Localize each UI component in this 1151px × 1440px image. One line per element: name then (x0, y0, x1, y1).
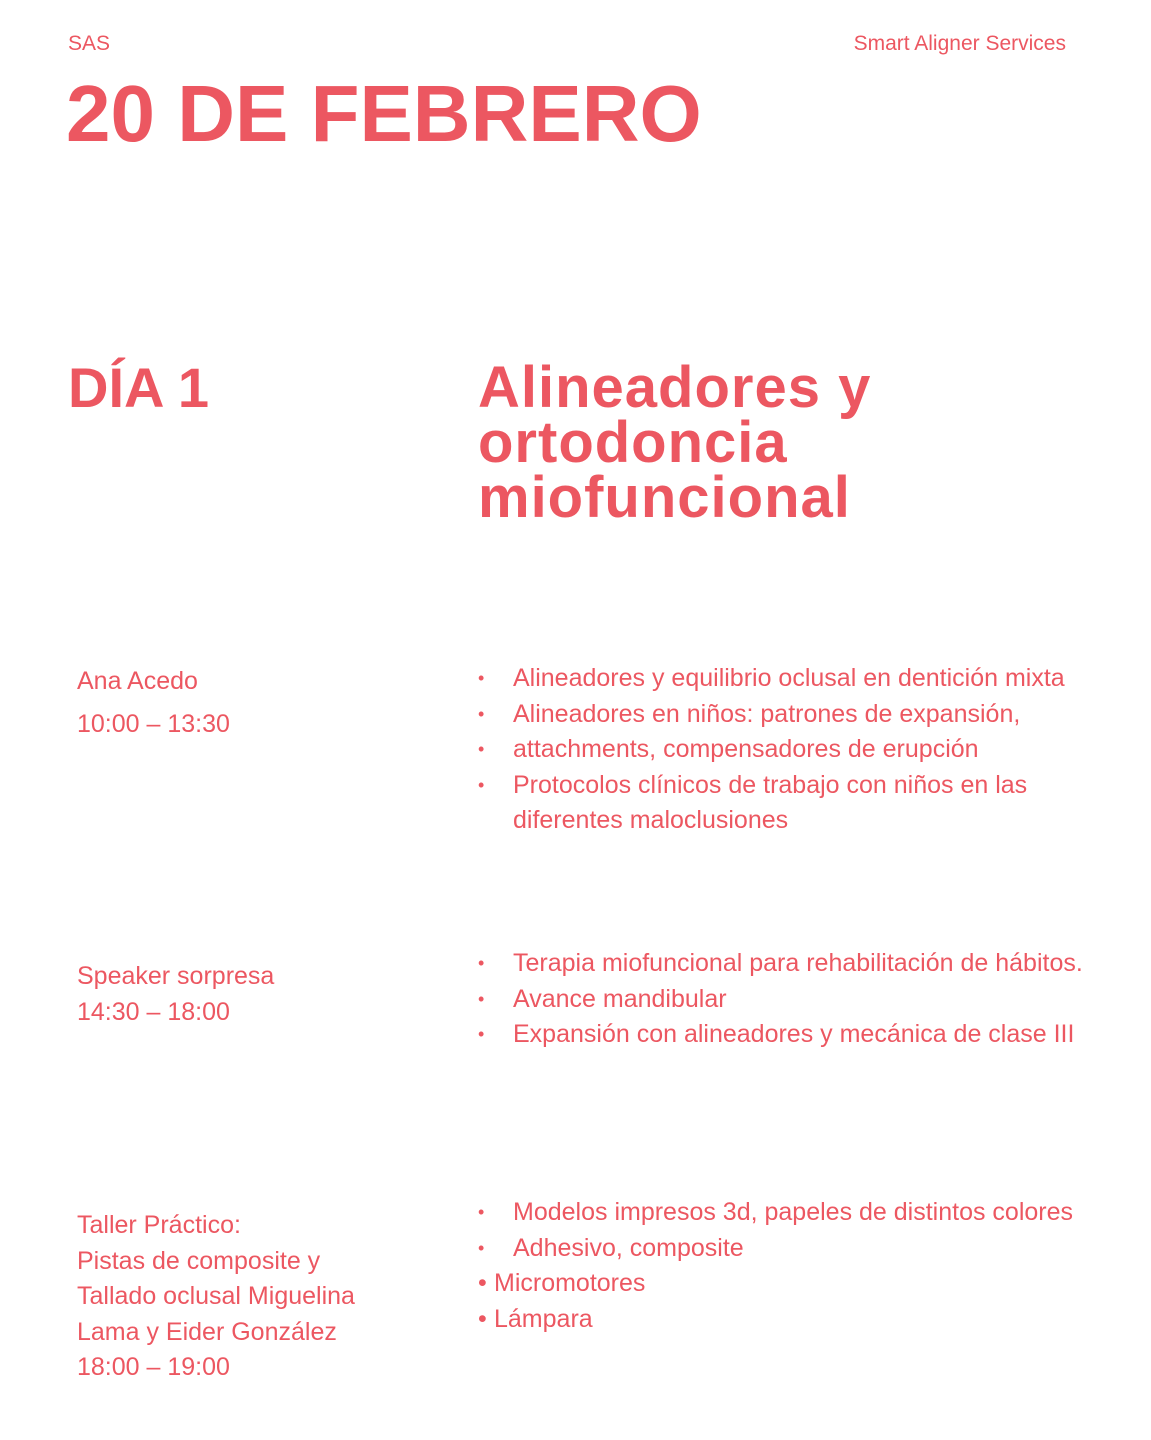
theme-title-line: miofuncional (478, 465, 851, 530)
session-time: 18:00 – 19:00 (77, 1353, 230, 1381)
speaker-name: Ana Acedo (77, 667, 198, 695)
topic-item: • Adhesivo, composite (478, 1231, 1088, 1267)
topic-item: • Terapia miofuncional para rehabilitación de hábitos. (478, 946, 1088, 982)
topic-item: • Lámpara (478, 1302, 1088, 1338)
session-topics (478, 661, 1088, 839)
theme-title-line: ortodoncia (478, 410, 788, 475)
session-info (77, 1208, 447, 1386)
topic-item: • attachments, compensadores de erupción (478, 732, 1088, 768)
topic-item: • Modelos impresos 3d, papeles de distintos colores (478, 1195, 1088, 1231)
date-title: 20 DE FEBRERO (66, 69, 702, 158)
theme-title-line: Alineadores y (478, 355, 872, 420)
topic-item: • Alineadores en niños: patrones de expansión, (478, 697, 1088, 733)
brand-abbreviation: SAS (68, 32, 111, 55)
workshop-description: Tallado oclusal Miguelina (77, 1282, 355, 1310)
brand-name: Smart Aligner Services (853, 32, 1066, 55)
topic-item: • Micromotores (478, 1266, 1088, 1302)
speaker-name: Speaker sorpresa (77, 962, 275, 990)
session-time: 14:30 – 18:00 (77, 997, 230, 1026)
session-info (77, 959, 447, 1030)
session-info (77, 664, 447, 742)
workshop-title: Taller Práctico: (77, 1211, 241, 1239)
workshop-description: Pistas de composite y (77, 1246, 321, 1275)
workshop-description: Lama y Eider González (77, 1317, 337, 1346)
session-topics (478, 946, 1088, 1053)
topic-item: • Expansión con alineadores y mecánica de clase III (478, 1017, 1088, 1053)
topic-item: • Protocolos clínicos de trabajo con niños en las diferentes maloclusiones (478, 768, 1088, 839)
session-time: 10:00 – 13:30 (77, 709, 230, 738)
session-topics (478, 1195, 1088, 1337)
topic-item: • Alineadores y equilibrio oclusal en dentición mixta (478, 661, 1088, 697)
topic-item: • Avance mandibular (478, 982, 1088, 1018)
day-label: DÍA 1 (68, 356, 210, 419)
theme-title (478, 355, 1098, 530)
